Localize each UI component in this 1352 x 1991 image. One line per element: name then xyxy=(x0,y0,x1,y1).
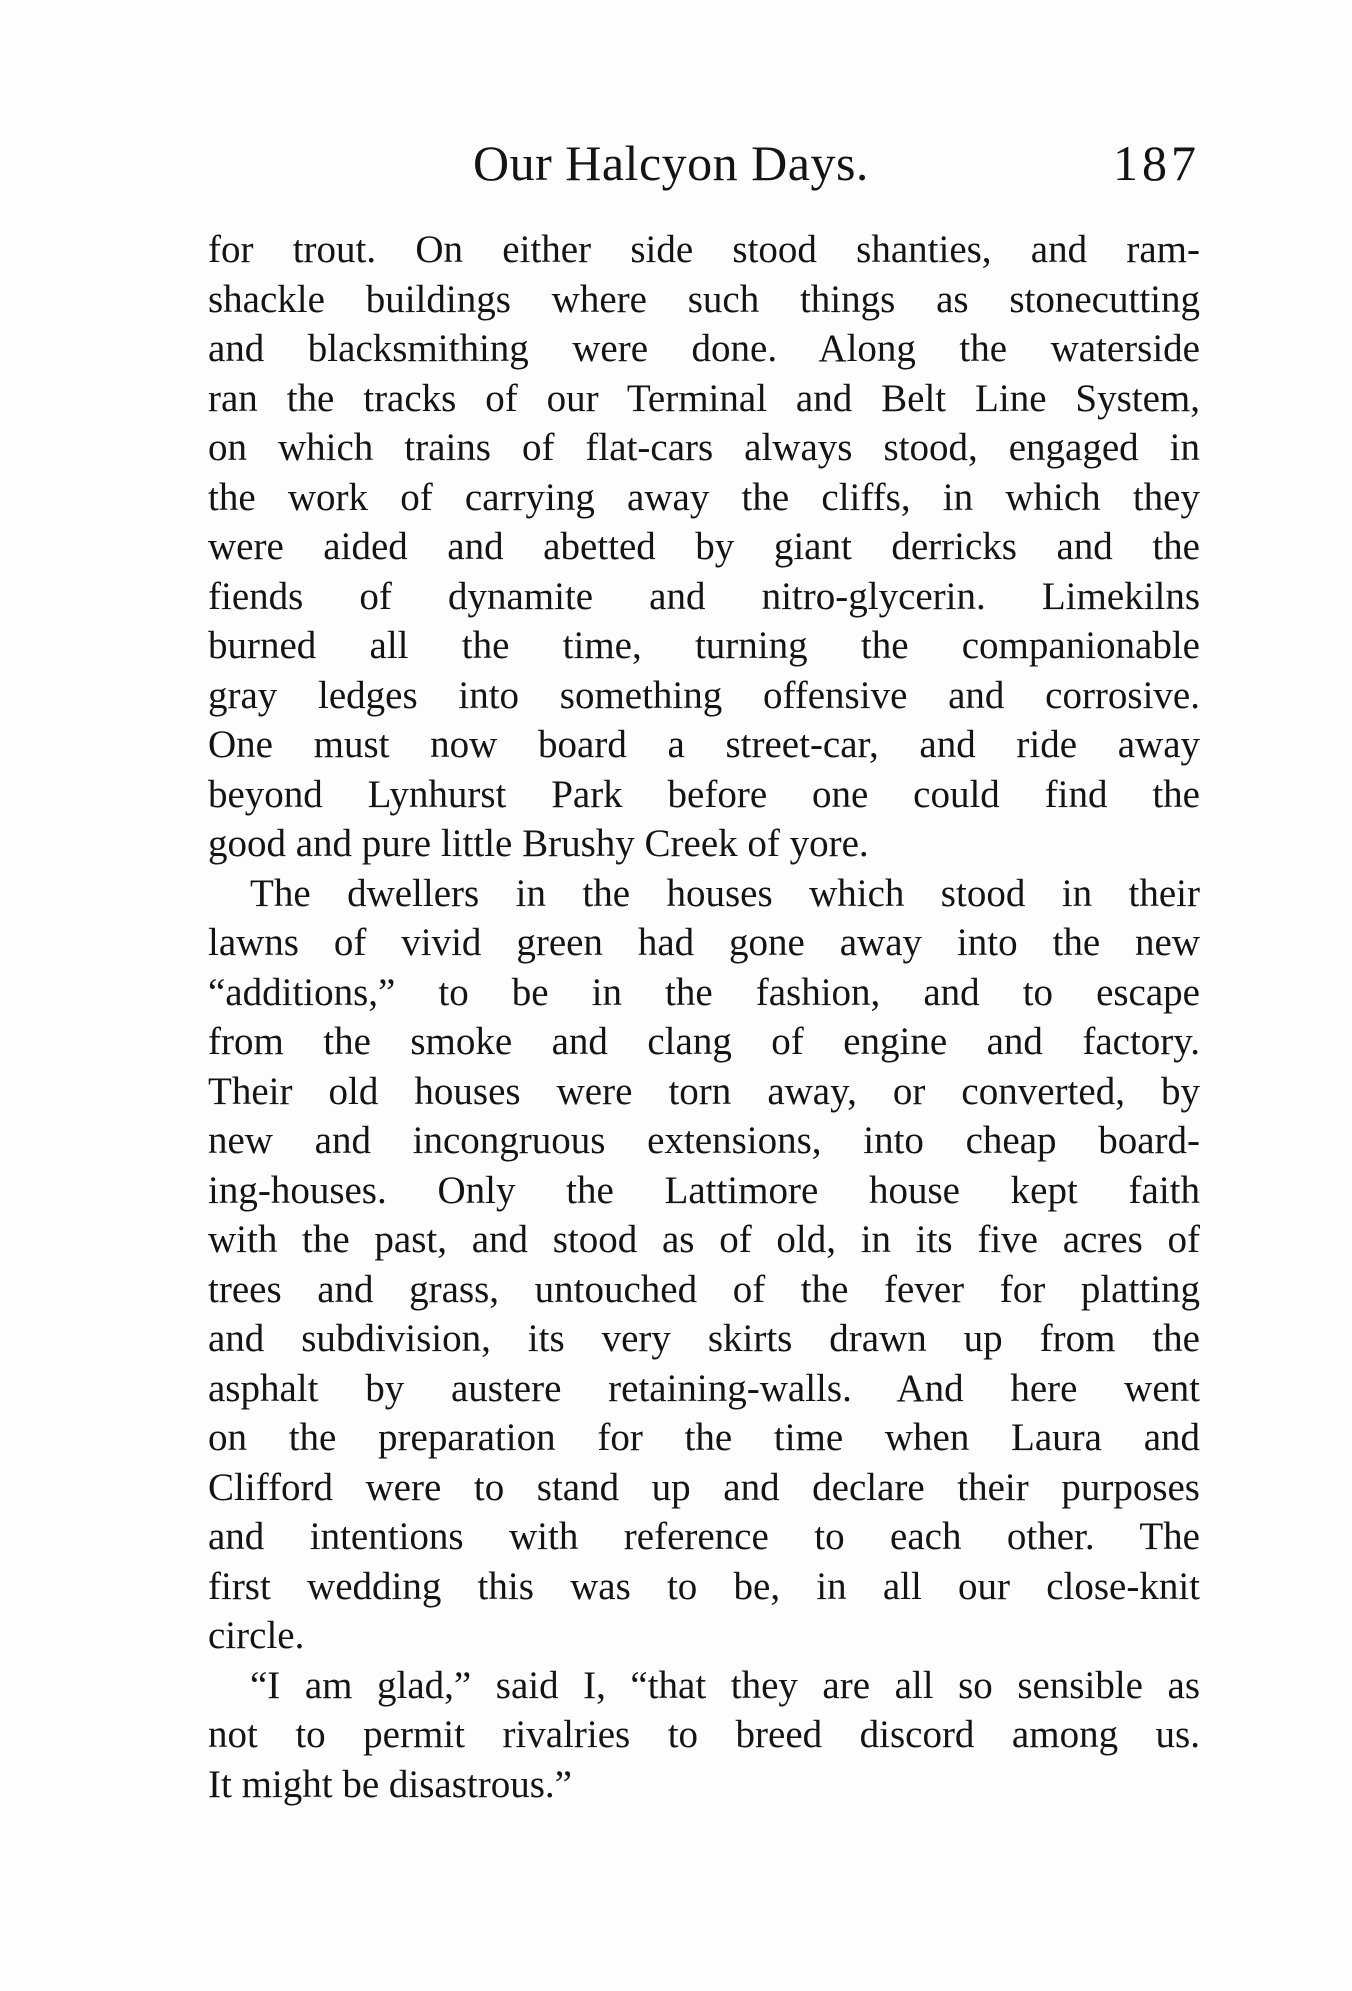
text-line: from the smoke and clang of engine and factory. xyxy=(208,1020,1200,1063)
paragraph-3 xyxy=(208,1661,1200,1810)
page-number: 187 xyxy=(1113,135,1200,191)
text-line: beyond Lynhurst Park before one could find the xyxy=(208,772,1200,816)
text-line: ing-houses. Only the Lattimore house kept faith xyxy=(208,1168,1200,1212)
paragraph-2 xyxy=(208,869,1200,1661)
text-line: burned all the time, turning the companionable xyxy=(208,624,1200,667)
text-line: with the past, and stood as of old, in its five acres of xyxy=(208,1218,1200,1261)
text-line: gray ledges into something offensive and corrosive. xyxy=(208,673,1200,717)
text-line: fiends of dynamite and nitro-glycerin. Limekilns xyxy=(208,574,1200,618)
text-line: It might be disastrous.” xyxy=(208,1762,572,1806)
text-line: on the preparation for the time when Laura and xyxy=(208,1416,1200,1459)
text-line: and intentions with reference to each other. The xyxy=(208,1515,1200,1558)
body-text xyxy=(208,225,1200,1809)
text-line: and blacksmithing were done. Along the waterside xyxy=(208,327,1200,370)
text-line: Clifford were to stand up and declare their purposes xyxy=(208,1465,1200,1509)
text-line: new and incongruous extensions, into cheap board- xyxy=(208,1119,1200,1162)
text-line: ran the tracks of our Terminal and Belt Line System, xyxy=(208,376,1200,420)
page-header xyxy=(208,128,1200,198)
text-line: The dwellers in the houses which stood in their xyxy=(250,871,1200,915)
text-line: lawns of vivid green had gone away into the new xyxy=(208,921,1200,964)
text-line: first wedding this was to be, in all our close-knit xyxy=(208,1564,1200,1608)
text-line: asphalt by austere retaining-walls. And here went xyxy=(208,1366,1200,1410)
text-line: trees and grass, untouched of the fever for platting xyxy=(208,1267,1200,1311)
text-line: and subdivision, its very skirts drawn up from the xyxy=(208,1317,1200,1360)
text-line: circle. xyxy=(208,1614,305,1657)
text-line: shackle buildings where such things as stonecutting xyxy=(208,277,1200,321)
paragraph-1 xyxy=(208,225,1200,869)
text-line: for trout. On either side stood shanties, and ram- xyxy=(208,228,1200,271)
text-line: not to permit rivalries to breed discord among us. xyxy=(208,1713,1200,1756)
text-line: good and pure little Brushy Creek of yore. xyxy=(208,822,869,865)
text-line: the work of carrying away the cliffs, in which they xyxy=(208,475,1200,519)
text-line: One must now board a street-car, and ride away xyxy=(208,723,1200,766)
text-line: Their old houses were torn away, or converted, by xyxy=(208,1069,1200,1113)
text-line: were aided and abetted by giant derricks and the xyxy=(208,525,1200,568)
text-line: “additions,” to be in the fashion, and to escape xyxy=(208,970,1200,1014)
running-title: Our Halcyon Days. xyxy=(473,135,869,191)
text-line: on which trains of flat-cars always stood, engaged in xyxy=(208,426,1200,469)
text-line: “I am glad,” said I, “that they are all so sensible as xyxy=(250,1663,1200,1707)
